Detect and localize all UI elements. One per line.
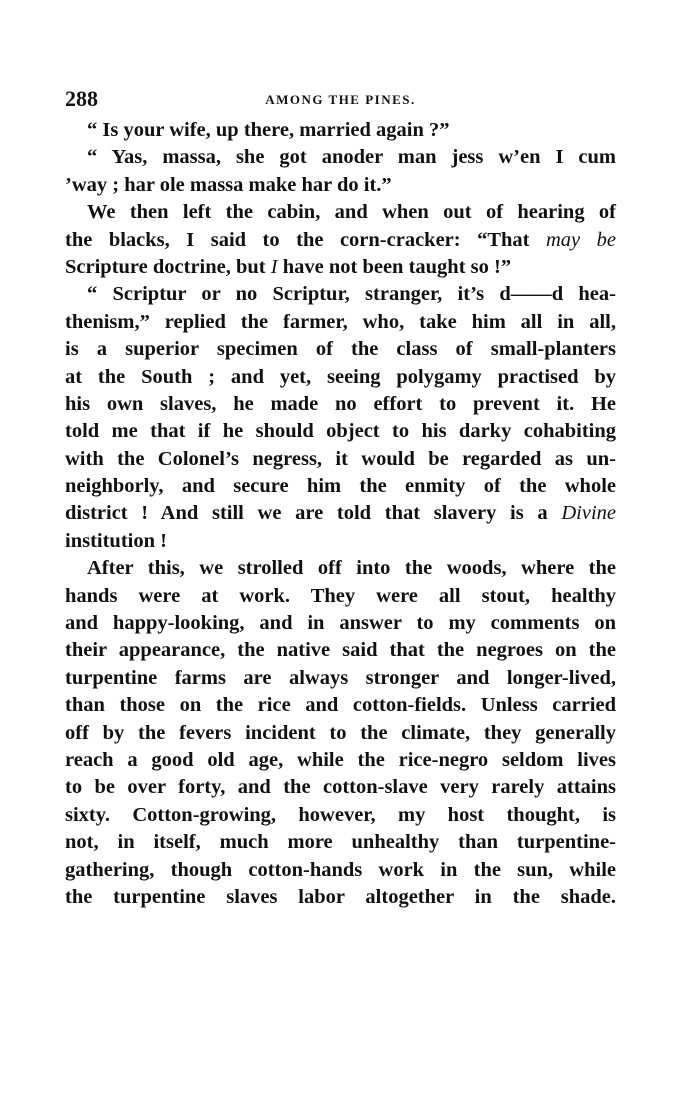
text-segment: at the South ; and yet, seeing polygamy practised by bbox=[65, 365, 616, 388]
text-segment: reach a good old age, while the rice-negro seldom lives bbox=[65, 748, 616, 771]
text-segment: off by the fevers incident to the climate, they generally bbox=[65, 721, 616, 744]
text-line bbox=[65, 884, 616, 911]
text-line bbox=[65, 254, 616, 281]
text-line bbox=[65, 528, 616, 555]
text-segment: their appearance, the native said that the negroes on the bbox=[65, 639, 616, 662]
text-segment: Scripture doctrine, but bbox=[65, 255, 271, 278]
text-segment: not, in itself, much more unhealthy than turpentine- bbox=[65, 831, 616, 854]
text-segment: the turpentine slaves labor altogether in the shade. bbox=[65, 885, 616, 908]
text-line bbox=[65, 144, 616, 171]
italic-text: I bbox=[270, 255, 278, 278]
text-line bbox=[65, 857, 616, 884]
text-segment: the blacks, I said to the corn-cracker: “That bbox=[65, 228, 546, 251]
text-line bbox=[65, 610, 616, 637]
text-line bbox=[65, 665, 616, 692]
text-segment: “ Scriptur or no Scriptur, stranger, it’s d——d hea- bbox=[87, 283, 616, 306]
text-segment: After this, we strolled off into the woods, where the bbox=[87, 557, 616, 580]
text-line bbox=[65, 227, 616, 254]
text-segment: to be over forty, and the cotton-slave very rarely attains bbox=[65, 776, 616, 799]
text-segment: turpentine farms are always stronger and longer-lived, bbox=[65, 666, 616, 689]
text-line bbox=[65, 747, 616, 774]
text-segment: district ! And still we are told that slavery is a bbox=[65, 502, 562, 525]
text-line bbox=[65, 829, 616, 856]
page-header bbox=[65, 86, 616, 116]
text-segment: hands were at work. They were all stout, healthy bbox=[65, 584, 616, 607]
text-line bbox=[65, 281, 616, 308]
text-line bbox=[65, 309, 616, 336]
text-line bbox=[65, 117, 616, 144]
page-number: 288 bbox=[65, 86, 98, 111]
text-line bbox=[65, 802, 616, 829]
text-segment: “ Is your wife, up there, married again ?” bbox=[87, 119, 450, 141]
text-line bbox=[65, 555, 616, 582]
text-line bbox=[65, 473, 616, 500]
text-line bbox=[65, 336, 616, 363]
text-line bbox=[65, 446, 616, 473]
text-line bbox=[65, 391, 616, 418]
text-segment: his own slaves, he made no effort to prevent it. He bbox=[65, 392, 616, 415]
text-line bbox=[65, 692, 616, 719]
text-segment: is a superior specimen of the class of small-planters bbox=[65, 338, 616, 361]
text-line bbox=[65, 720, 616, 747]
running-title: AMONG THE PINES. bbox=[265, 92, 416, 107]
text-line bbox=[65, 172, 616, 199]
italic-text: Divine bbox=[561, 502, 616, 525]
text-segment: told me that if he should object to his darky cohabiting bbox=[65, 420, 616, 443]
body-text bbox=[65, 117, 616, 911]
text-line bbox=[65, 199, 616, 226]
text-segment: have not been taught so !” bbox=[277, 255, 512, 278]
text-segment: neighborly, and secure him the enmity of the whole bbox=[65, 475, 616, 498]
text-line bbox=[65, 583, 616, 610]
text-segment: and happy-looking, and in answer to my comments on bbox=[65, 612, 616, 635]
text-segment: gathering, though cotton-hands work in the sun, while bbox=[65, 858, 616, 881]
text-segment: thenism,” replied the farmer, who, take him all in all, bbox=[65, 310, 616, 333]
italic-text: may be bbox=[546, 228, 616, 251]
text-segment: ’way ; har ole massa make har do it.” bbox=[65, 173, 392, 196]
text-segment: sixty. Cotton-growing, however, my host thought, is bbox=[65, 803, 616, 826]
text-line bbox=[65, 637, 616, 664]
text-segment: institution ! bbox=[65, 529, 167, 552]
text-segment: with the Colonel’s negress, it would be regarded as un- bbox=[65, 447, 616, 470]
text-segment: than those on the rice and cotton-fields. Unless carried bbox=[65, 694, 616, 717]
text-segment: We then left the cabin, and when out of hearing of bbox=[87, 201, 616, 224]
text-line bbox=[65, 418, 616, 445]
text-line bbox=[65, 364, 616, 391]
text-segment: “ Yas, massa, she got anoder man jess w’en I cum bbox=[87, 146, 616, 169]
text-line bbox=[65, 500, 616, 527]
text-line bbox=[65, 774, 616, 801]
